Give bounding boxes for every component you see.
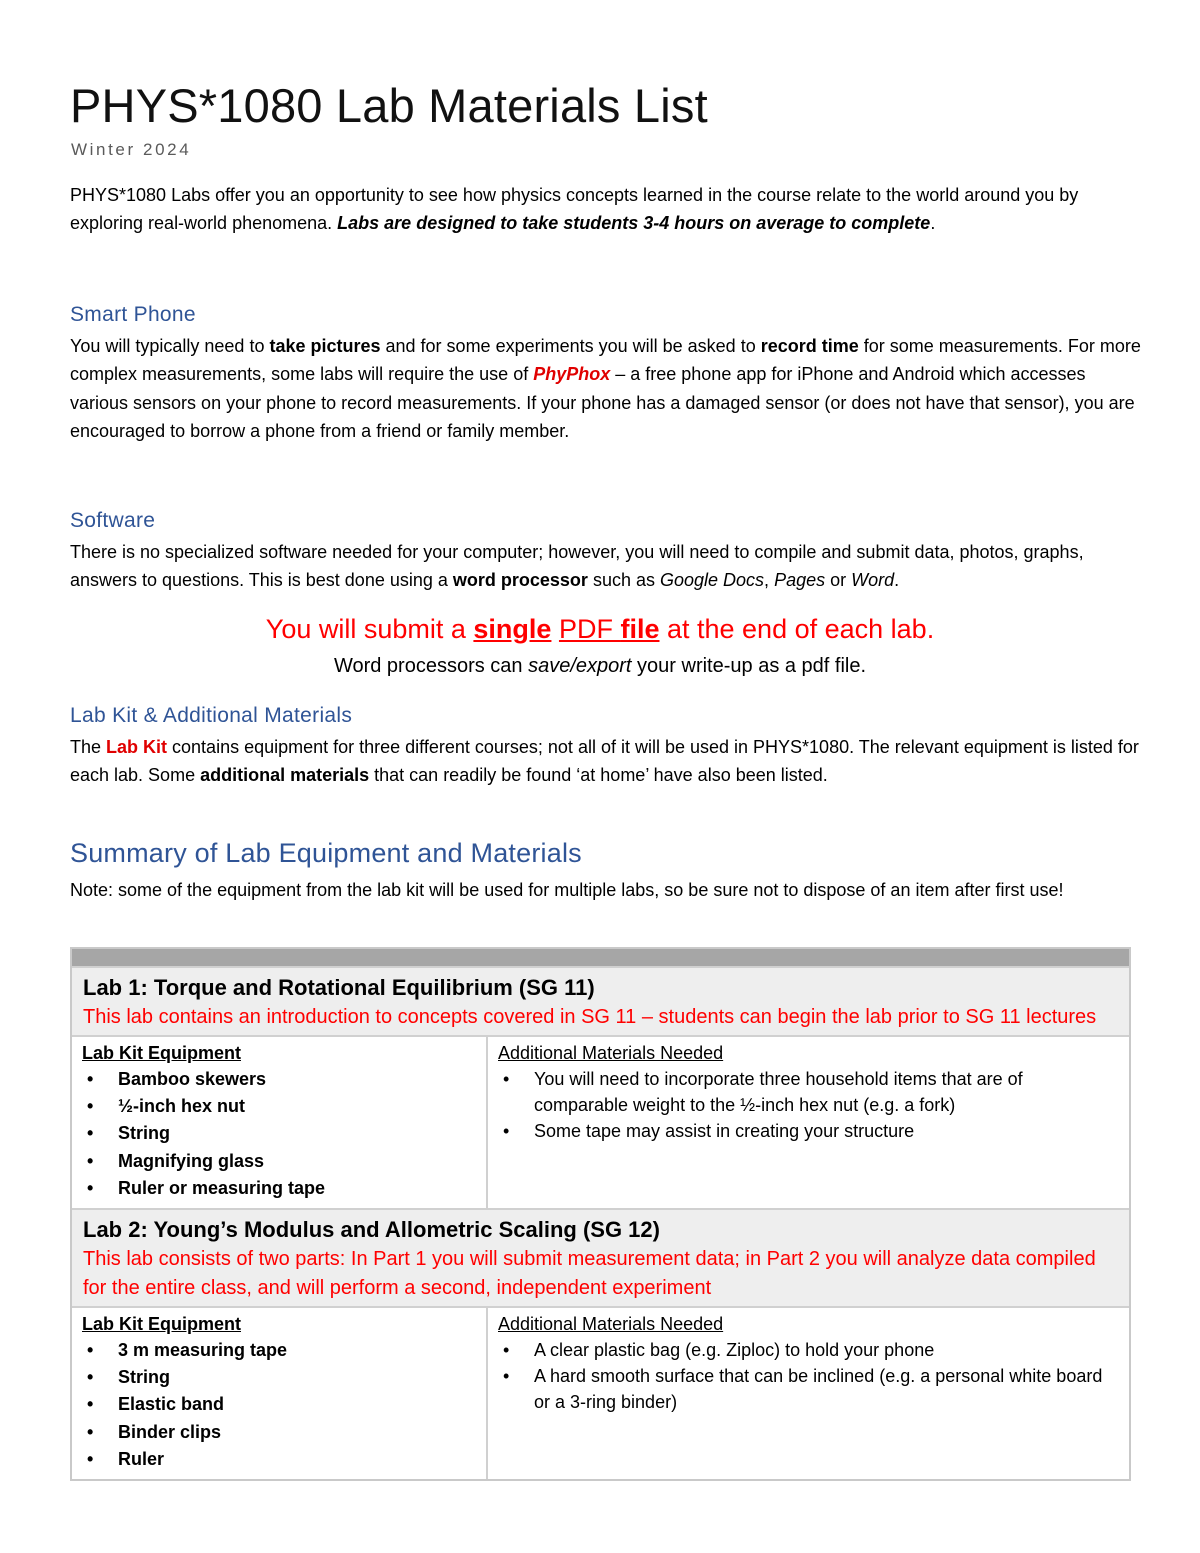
software-pages: Pages [774, 570, 826, 591]
list-item [82, 1066, 476, 1093]
lab-kit-text-2: contains equipment for three different courses; not all of it will be used in PHYS*1080. The relevant equipment is listed for each lab. Some [70, 737, 1139, 786]
list-item [82, 1148, 476, 1175]
submit-pdf: PDF [558, 614, 621, 644]
software-google-docs: Google Docs [659, 570, 765, 591]
list-item [82, 1337, 476, 1364]
lab-2-additional-heading: Additional Materials Needed [498, 1314, 724, 1335]
list-item-text: String [118, 1123, 170, 1144]
software-text-3: , [764, 570, 775, 591]
list-item-text: 3 m measuring tape [118, 1340, 288, 1361]
list-item [82, 1446, 476, 1473]
intro-paragraph [70, 181, 1145, 238]
list-item-text: Bamboo skewers [118, 1069, 267, 1089]
submit-sub-save-export: save/export [528, 655, 632, 677]
lab-kit-name: Lab Kit [106, 737, 168, 757]
bullet-icon: • [87, 1069, 94, 1089]
list-item [498, 1118, 1119, 1144]
lab-2-kit-column [72, 1308, 488, 1479]
list-item [82, 1120, 476, 1147]
submit-sub-text-2: your write-up as a pdf file. [631, 655, 867, 677]
lab-2-kit-heading: Lab Kit Equipment [82, 1314, 241, 1335]
document-title: PHYS*1080 Lab Materials List [70, 79, 708, 132]
bullet-icon: • [503, 1340, 510, 1361]
table-top-bar [72, 949, 1129, 966]
smart-phone-text-3: for some measurements. For more complex measurements, some labs will require the use of [70, 336, 1141, 385]
bullet-icon: • [87, 1177, 94, 1198]
smart-phone-text-2: and for some experiments you will be asked to [380, 336, 761, 356]
lab-1-kit-heading: Lab Kit Equipment [82, 1043, 241, 1063]
list-item [82, 1175, 476, 1202]
list-item [82, 1419, 476, 1446]
software-word: Word [851, 570, 895, 591]
lab-kit-heading: Lab Kit & Additional Materials [70, 704, 353, 727]
lab-2-header [72, 1208, 1129, 1306]
list-item-text: ½-inch hex nut [118, 1096, 246, 1117]
lab-summary-table [70, 947, 1131, 1481]
lab-kit-paragraph [70, 733, 1145, 790]
bullet-icon: • [87, 1367, 94, 1388]
list-item-text: String [118, 1367, 170, 1388]
lab-1-note: This lab contains an introduction to concepts covered in SG 11 – students can begin the lab prior to SG 11 lectures [83, 1006, 1097, 1028]
lab-2-note: This lab consists of two parts: In Part 1 you will submit measurement data; in Part 2 you will analyze data compiled for the entire class, and will perform a second, independent experiment [83, 1248, 1096, 1300]
phyphox-app-name: PhyPhox [533, 364, 611, 385]
lab-2-additional-list [498, 1337, 1119, 1415]
submit-notice [0, 614, 1200, 645]
bullet-icon: • [87, 1394, 94, 1415]
summary-note: Note: some of the equipment from the lab kit will be used for multiple labs, so be sure not to dispose of an item after first use! [70, 880, 1064, 900]
lab-kit-additional-materials: additional materials [200, 765, 370, 786]
software-text-2: such as [587, 570, 660, 591]
lab-2-body [72, 1306, 1129, 1479]
bullet-icon: • [87, 1340, 94, 1361]
lab-1-additional-heading: Additional Materials Needed [498, 1043, 724, 1063]
lab-kit-text-3: that can readily be found ‘at home’ have also been listed. [369, 765, 828, 786]
lab-1-additional-column [488, 1037, 1129, 1208]
lab-1-header [72, 966, 1129, 1035]
list-item-text: Ruler or measuring tape [118, 1177, 326, 1198]
list-item [498, 1337, 1119, 1363]
submit-space [551, 614, 559, 644]
lab-kit-text-1: The [70, 737, 107, 757]
list-item-text: Ruler [118, 1448, 165, 1469]
list-item-text: Magnifying glass [118, 1150, 265, 1171]
list-item [498, 1363, 1119, 1415]
smart-phone-text-4: – a free phone app for iPhone and Android which accesses various sensors on your phone to record measurements. If your phone has a damaged sensor (or does not have that sensor), you are encouraged to borrow a phone from a friend or family member. [70, 364, 1135, 442]
software-text-5: . [894, 570, 900, 591]
lab-2-additional-column [488, 1308, 1129, 1479]
lab-1-kit-column [72, 1037, 488, 1208]
list-item-text: Binder clips [118, 1421, 222, 1442]
submit-subnote [0, 655, 1200, 678]
bullet-icon: • [87, 1421, 94, 1442]
smart-phone-text-1: You will typically need to [70, 336, 270, 356]
intro-emphasis: Labs are designed to take students 3-4 hours on average to complete [337, 213, 931, 234]
lab-1-body [72, 1035, 1129, 1208]
list-item [82, 1364, 476, 1391]
bullet-icon: • [87, 1448, 94, 1469]
smart-phone-paragraph [70, 332, 1145, 446]
summary-heading: Summary of Lab Equipment and Materials [70, 838, 582, 868]
submit-sub-text-1: Word processors can [333, 655, 529, 677]
submit-text-1: You will submit a [265, 614, 474, 644]
bullet-icon: • [87, 1123, 94, 1144]
list-item [82, 1093, 476, 1120]
bullet-icon: • [503, 1366, 510, 1387]
list-item [82, 1391, 476, 1418]
bullet-icon: • [87, 1096, 94, 1117]
submit-text-end: at the end of each lab. [659, 614, 935, 644]
lab-2-kit-list [82, 1337, 476, 1473]
software-paragraph [70, 538, 1145, 595]
smart-phone-record-time: record time [760, 336, 859, 356]
intro-end: . [930, 213, 936, 234]
lab-1-kit-list [82, 1066, 476, 1202]
smart-phone-take-pictures: take pictures [269, 336, 381, 356]
list-item-text: You will need to incorporate three household items that are of comparable weight to the ½-inch hex nut (e.g. a fork) [534, 1069, 1023, 1115]
list-item-text: A clear plastic bag (e.g. Ziploc) to hold your phone [534, 1340, 935, 1361]
software-heading: Software [70, 509, 156, 532]
submit-file: file [620, 614, 660, 644]
intro-text: PHYS*1080 Labs offer you an opportunity to see how physics concepts learned in the course relate to the world around you by exploring real-world phenomena. [70, 185, 1079, 234]
bullet-icon: • [87, 1150, 94, 1171]
bullet-icon: • [503, 1121, 510, 1141]
lab-2-title: Lab 2: Young’s Modulus and Allometric Scaling (SG 12) [83, 1217, 660, 1243]
smart-phone-heading: Smart Phone [70, 303, 196, 326]
list-item-text: Elastic band [118, 1394, 225, 1415]
bullet-icon: • [503, 1069, 510, 1089]
software-text-4: or [825, 570, 852, 591]
lab-1-title: Lab 1: Torque and Rotational Equilibrium (SG 11) [83, 975, 595, 1000]
lab-1-additional-list [498, 1066, 1119, 1144]
list-item [498, 1066, 1119, 1118]
document-subtitle: Winter 2024 [71, 140, 192, 159]
list-item-text: A hard smooth surface that can be inclined (e.g. a personal white board or a 3-ring binder) [534, 1366, 1103, 1413]
submit-single: single [473, 614, 552, 644]
software-word-processor: word processor [452, 570, 588, 591]
list-item-text: Some tape may assist in creating your structure [534, 1121, 915, 1141]
software-text-1: There is no specialized software needed for your computer; however, you will need to compile and submit data, photos, graphs, answers to questions. This is best done using a [70, 542, 1084, 591]
